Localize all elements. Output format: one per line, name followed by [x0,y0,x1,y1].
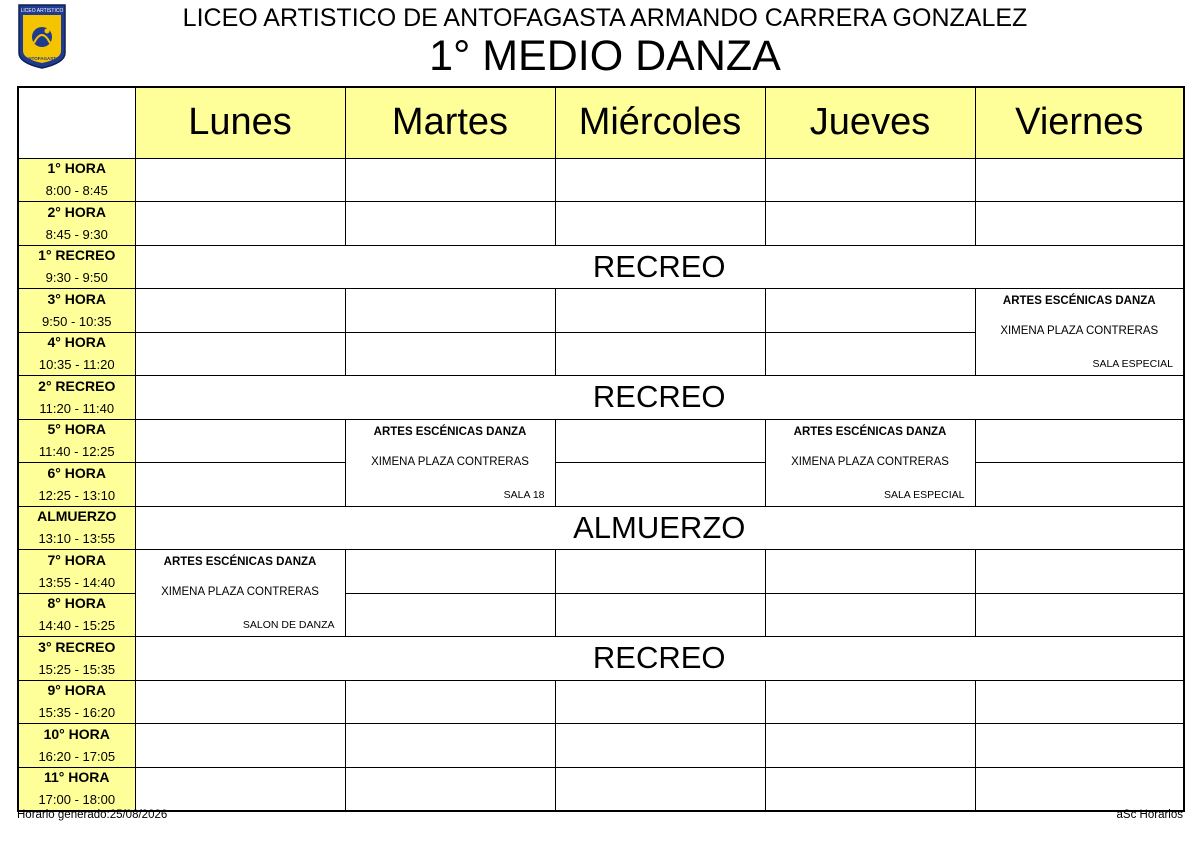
period-label: 11° HORA 17:00 - 18:00 [18,767,135,811]
empty-slot [765,202,975,246]
svg-text:LICEO ARTISTICO: LICEO ARTISTICO [20,8,64,14]
empty-slot [135,332,345,376]
class-name: 1° MEDIO DANZA [429,32,781,80]
lesson-card-viernes [975,289,1184,376]
empty-slot [975,724,1184,768]
day-header-lunes: Lunes [135,87,345,158]
empty-slot [345,289,555,333]
empty-slot [765,593,975,637]
empty-slot [765,680,975,724]
schedule-table [17,86,1185,812]
empty-slot [345,767,555,811]
period-label: 9° HORA 15:35 - 16:20 [18,680,135,724]
lesson-teacher: XIMENA PLAZA CONTRERAS [371,455,529,468]
period-label: 2° HORA 8:45 - 9:30 [18,202,135,246]
period-row [18,680,1184,724]
empty-slot [555,332,765,376]
empty-slot [765,158,975,202]
break-row [18,637,1184,681]
lesson-teacher: XIMENA PLAZA CONTRERAS [791,455,949,468]
lesson-card-jueves [765,419,975,506]
empty-slot [975,593,1184,637]
empty-slot [345,550,555,594]
day-header-martes: Martes [345,87,555,158]
lesson-room: SALA 18 [503,488,545,501]
lesson-subject: ARTES ESCÉNICAS DANZA [163,556,317,568]
empty-slot [975,680,1184,724]
lesson-room: SALON DE DANZA [242,619,335,631]
period-row [18,419,1184,463]
break-recreo: RECREO [135,376,1184,420]
period-row [18,463,1184,507]
empty-slot [555,419,765,463]
lesson-card-lunes [135,550,345,637]
generated-date: Horario generado:25/08/2026 [17,809,168,821]
svg-text:ANTOFAGASTA: ANTOFAGASTA [25,56,59,61]
empty-slot [135,724,345,768]
empty-slot [765,550,975,594]
empty-slot [135,767,345,811]
empty-slot [345,593,555,637]
lesson-teacher: XIMENA PLAZA CONTRERAS [161,586,319,598]
empty-slot [135,289,345,333]
empty-slot [555,724,765,768]
empty-slot [975,767,1184,811]
period-label: 1° RECREO 9:30 - 9:50 [18,245,135,289]
empty-slot [765,332,975,376]
empty-slot [555,289,765,333]
break-recreo: RECREO [135,245,1184,289]
period-label: 8° HORA 14:40 - 15:25 [18,593,135,637]
lesson-room: SALA ESPECIAL [883,488,965,501]
empty-slot [975,550,1184,594]
empty-slot [765,289,975,333]
empty-slot [135,158,345,202]
lesson-room: SALA ESPECIAL [1092,358,1173,370]
empty-slot [555,202,765,246]
period-row [18,550,1184,594]
empty-slot [555,158,765,202]
empty-slot [135,419,345,463]
period-row [18,289,1184,333]
period-label: 7° HORA 13:55 - 14:40 [18,550,135,594]
empty-slot [555,593,765,637]
period-row [18,724,1184,768]
period-row [18,202,1184,246]
empty-slot [555,550,765,594]
period-label: 10° HORA 16:20 - 17:05 [18,724,135,768]
period-row [18,767,1184,811]
days-header-row [18,87,1184,158]
empty-slot [345,202,555,246]
period-label: 6° HORA 12:25 - 13:10 [18,463,135,507]
school-name: LICEO ARTISTICO DE ANTOFAGASTA ARMANDO CARRERA GONZALEZ [182,4,1028,32]
empty-slot [345,158,555,202]
empty-slot [975,158,1184,202]
empty-slot [135,463,345,507]
lesson-card-martes [345,419,555,506]
lesson-subject: ARTES ESCÉNICAS DANZA [1002,295,1156,307]
period-label: 5° HORA 11:40 - 12:25 [18,419,135,463]
empty-slot [135,680,345,724]
lesson-subject: ARTES ESCÉNICAS DANZA [373,425,527,438]
break-row [18,376,1184,420]
empty-slot [345,680,555,724]
break-row [18,506,1184,550]
break-row [18,245,1184,289]
empty-slot [975,419,1184,463]
empty-slot [345,724,555,768]
empty-slot [975,463,1184,507]
corner-cell [18,87,135,158]
empty-slot [975,202,1184,246]
day-header-miercoles: Miércoles [555,87,765,158]
lesson-teacher: XIMENA PLAZA CONTRERAS [1000,325,1159,337]
break-almuerzo: ALMUERZO [135,506,1184,550]
software-credit: aSc Horarios [1116,809,1183,821]
period-label: 3° HORA 9:50 - 10:35 [18,289,135,333]
break-recreo: RECREO [135,637,1184,681]
period-label: ALMUERZO 13:10 - 13:55 [18,506,135,550]
day-header-jueves: Jueves [765,87,975,158]
lesson-subject: ARTES ESCÉNICAS DANZA [793,425,947,438]
period-label: 2° RECREO 11:20 - 11:40 [18,376,135,420]
period-label: 3° RECREO 15:25 - 15:35 [18,637,135,681]
empty-slot [765,724,975,768]
day-header-viernes: Viernes [975,87,1184,158]
empty-slot [345,332,555,376]
empty-slot [765,767,975,811]
period-row [18,158,1184,202]
empty-slot [555,463,765,507]
empty-slot [555,767,765,811]
empty-slot [135,202,345,246]
period-label: 4° HORA 10:35 - 11:20 [18,332,135,376]
period-label: 1° HORA 8:00 - 8:45 [18,158,135,202]
empty-slot [555,680,765,724]
